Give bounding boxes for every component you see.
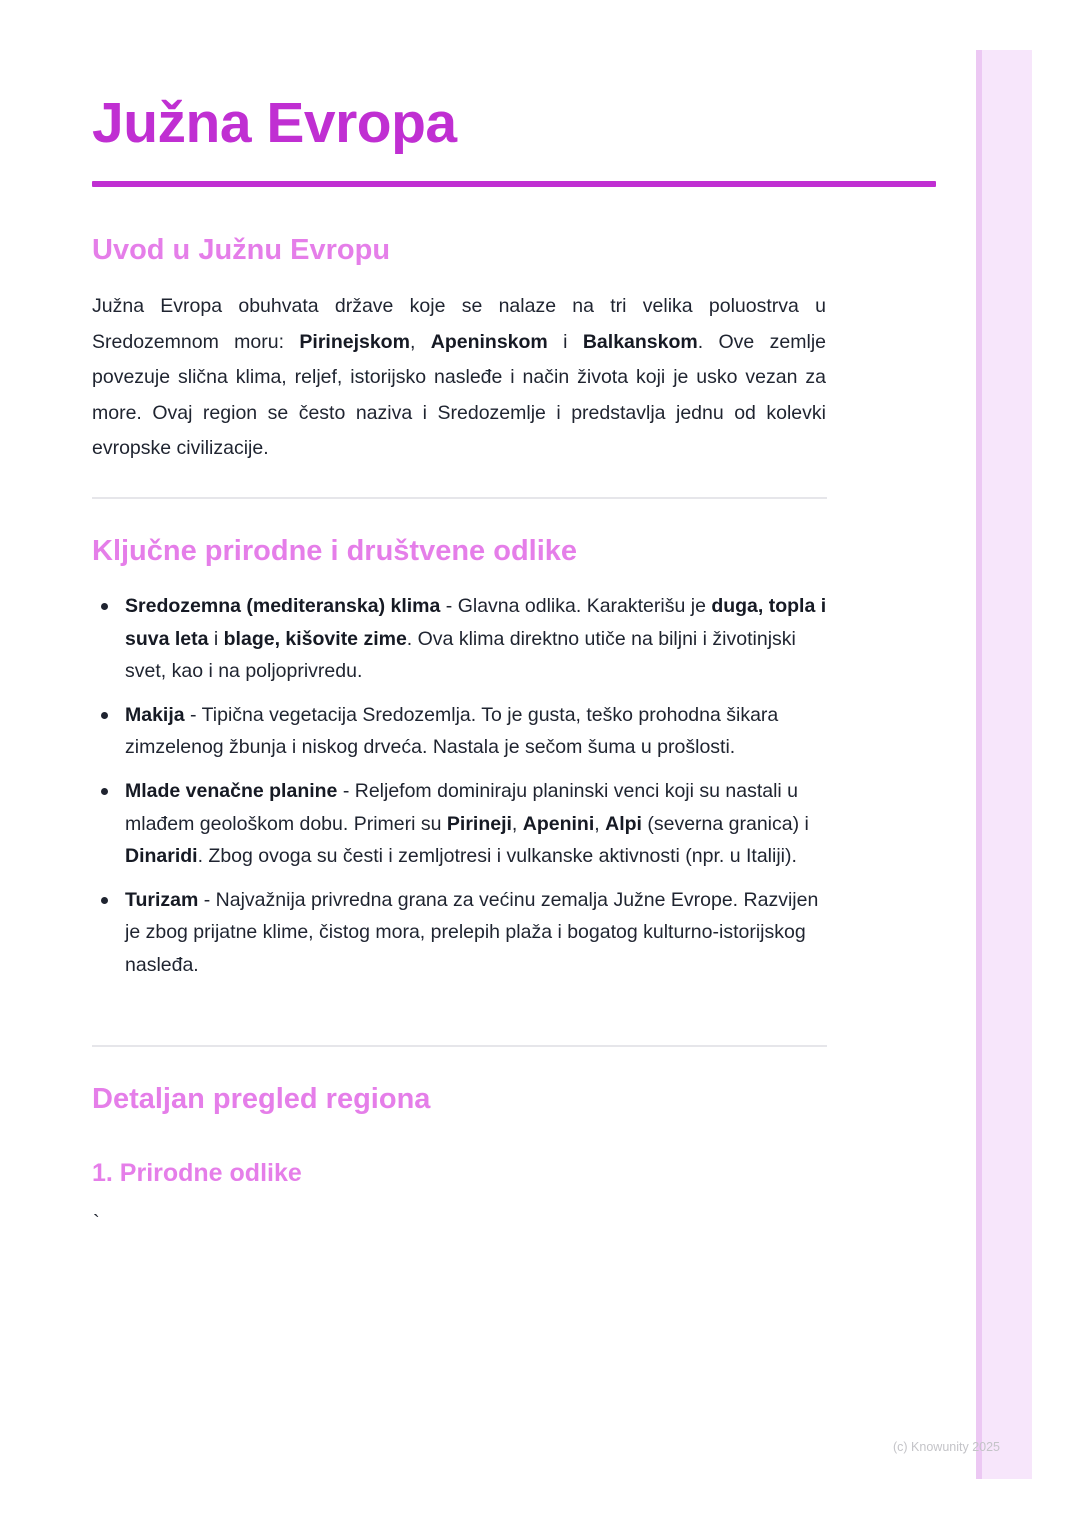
intro-bold-term: Balkanskom bbox=[582, 330, 698, 353]
feature-text: . Ova klima direktno utiče na biljni i životinjski svet, kao i na poljoprivredu. bbox=[125, 627, 796, 683]
section-divider bbox=[92, 497, 827, 499]
section-heading-intro: Uvod u Južnu Evropu bbox=[92, 234, 391, 266]
feature-text: , bbox=[511, 812, 523, 835]
list-item bbox=[92, 699, 828, 764]
list-item bbox=[92, 775, 828, 873]
feature-bold: Apenini bbox=[522, 812, 595, 835]
feature-term: Turizam bbox=[125, 888, 199, 911]
page-title: Južna Evropa bbox=[92, 91, 457, 155]
feature-term: Mlade venačne planine bbox=[125, 779, 338, 802]
bullet-icon bbox=[101, 712, 108, 719]
bullet-icon bbox=[101, 603, 108, 610]
feature-bold: Pirineji bbox=[446, 812, 512, 835]
feature-term: Makija bbox=[125, 703, 185, 726]
feature-text: - Najvažnija privredna grana za većinu zemalja Južne Evrope. Razvijen je zbog prijatne klime, čistog mora, prelepih plaža i bogatog kulturno-istorijskog nasleđa. bbox=[125, 888, 819, 976]
feature-text: (severna granica) i bbox=[641, 812, 809, 835]
feature-text: - Glavna odlika. Karakterišu je bbox=[440, 595, 712, 617]
feature-text: , bbox=[594, 812, 606, 835]
side-decoration-band bbox=[976, 50, 1032, 1479]
feature-text: . Zbog ovoga su česti i zemljotresi i vulkanske aktivnosti (npr. u Italiji). bbox=[197, 845, 797, 868]
title-underline bbox=[92, 181, 936, 187]
section-divider bbox=[92, 1045, 827, 1047]
subsection-heading-natural: 1. Prirodne odlike bbox=[92, 1159, 302, 1187]
intro-text: . Ove zemlje povezuje slična klima, reljef, istorijsko nasleđe i način života koji je usko vezan za more. Ovaj region se često naziva i Sredozemlje i predstavlja jednu od kolevki evropske civilizacije. bbox=[92, 330, 826, 459]
feature-bold: Alpi bbox=[605, 812, 642, 835]
feature-text: - Tipična vegetacija Sredozemlja. To je gusta, teško prohodna šikara zimzelenog žbunja i niskog drveća. Nastala je sečom šuma u prošlosti. bbox=[125, 703, 779, 759]
bullet-icon bbox=[101, 897, 108, 904]
feature-bold: blage, kišovite zime bbox=[223, 627, 407, 650]
list-item bbox=[92, 590, 828, 688]
feature-bold: duga, topla i suva leta bbox=[125, 595, 827, 650]
bullet-icon bbox=[101, 788, 108, 795]
list-item bbox=[92, 884, 828, 982]
section-heading-detail: Detaljan pregled regiona bbox=[92, 1083, 431, 1115]
feature-bold: Dinaridi bbox=[125, 845, 198, 868]
intro-paragraph bbox=[92, 289, 826, 467]
copyright-footer: (c) Knowunity 2025 bbox=[893, 1440, 1001, 1454]
intro-bold-term: Pirinejskom bbox=[299, 330, 410, 353]
features-list bbox=[92, 590, 828, 993]
stray-character: ` bbox=[93, 1212, 100, 1234]
intro-text: Južna Evropa obuhvata države koje se nalaze na tri velika poluostrva u Sredozemnom moru: bbox=[92, 295, 826, 353]
intro-text: , bbox=[409, 330, 431, 353]
side-decoration-line bbox=[976, 50, 982, 1479]
intro-bold-term: Apeninskom bbox=[430, 330, 548, 353]
feature-text: - Reljefom dominiraju planinski venci koji su nastali u mlađem geološkom dobu. Primeri su bbox=[125, 779, 799, 835]
intro-text: i bbox=[547, 330, 583, 353]
section-heading-features: Ključne prirodne i društvene odlike bbox=[92, 535, 578, 567]
feature-term: Sredozemna (mediteranska) klima bbox=[125, 595, 441, 617]
feature-text: i bbox=[208, 627, 224, 650]
